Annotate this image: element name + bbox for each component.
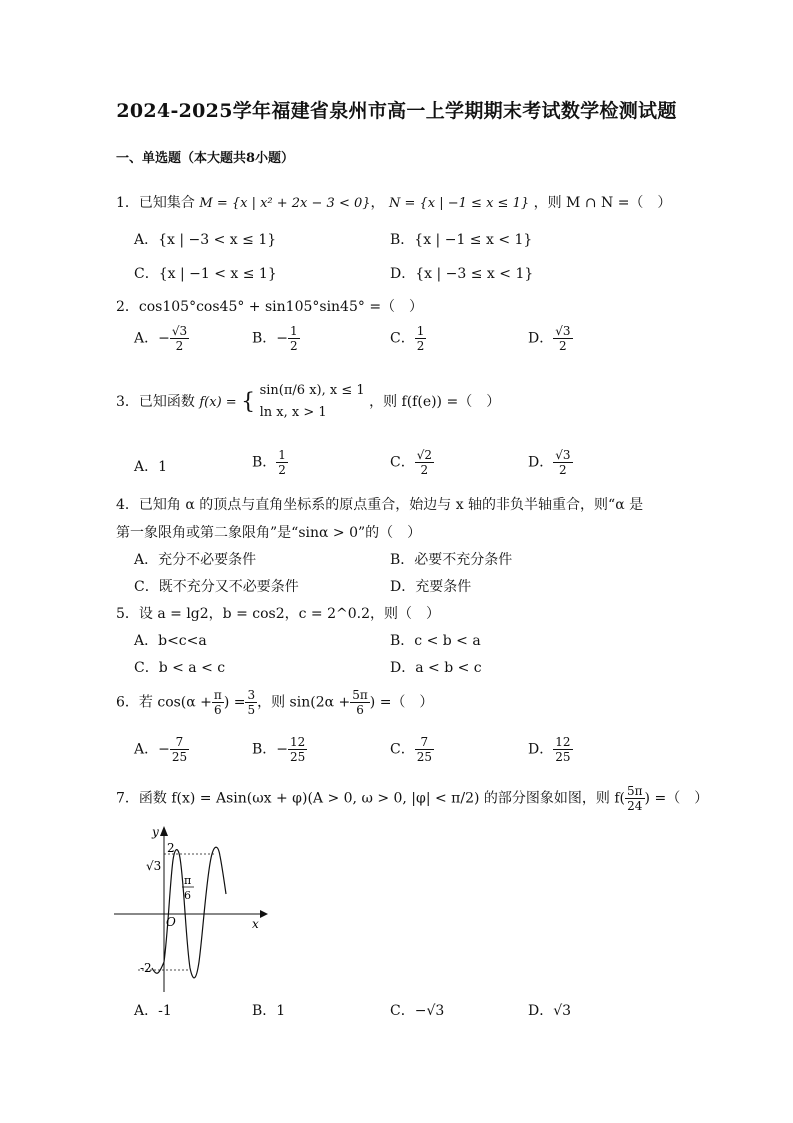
q6-5pi-num: 5π [352, 688, 368, 702]
q4-option-b: B．必要不充分条件 [390, 552, 513, 568]
q2-option-c [390, 324, 426, 353]
q6-option-d [528, 735, 573, 764]
q7-arg-den: 24 [627, 799, 643, 813]
q7-option-d: D．√3 [528, 1003, 572, 1019]
q1-tail: ，则 M ∩ N =（ ） [533, 195, 672, 211]
sine-curve [152, 847, 226, 978]
q2-a-den: 2 [175, 339, 184, 353]
q2-c-frac [415, 324, 427, 353]
q6-pi-num: π [213, 688, 222, 702]
q6-a-frac [170, 735, 189, 764]
q2-b-frac [288, 324, 300, 353]
q5-option-b: B．c < b < a [390, 633, 481, 649]
question-7 [116, 784, 708, 813]
q4-option-d: D．充要条件 [390, 579, 472, 595]
q6-b-num: 12 [290, 735, 306, 749]
pi-num-label: π [184, 874, 192, 887]
q2-d-den: 2 [559, 339, 567, 353]
q2-a-sign: − [158, 330, 170, 347]
q2-b-den: 2 [290, 339, 298, 353]
q6-option-a [134, 735, 189, 764]
q1-option-c: C．{x | −1 < x ≤ 1} [134, 266, 277, 282]
q7-tail: ) =（ ） [644, 790, 709, 807]
sqrt3-label: √3 [146, 859, 162, 873]
q6-5pi-den: 6 [356, 703, 364, 717]
q2-c-label: C． [390, 330, 415, 347]
q5-option-c: C．b < a < c [134, 660, 226, 676]
q6-d-den: 25 [555, 750, 571, 764]
q7-option-a: A．-1 [134, 1003, 172, 1019]
q3-c-frac [415, 448, 434, 477]
section-heading: 一、单选题（本大题共8小题） [116, 151, 295, 166]
y-axis-arrow [160, 826, 168, 836]
q2-option-d [528, 324, 573, 353]
q6-val-den: 5 [247, 703, 256, 717]
q6-val [245, 688, 257, 717]
q2-a-label: A． [134, 330, 159, 347]
q7-arg-num: 5π [627, 784, 643, 798]
x-axis-arrow [260, 910, 268, 918]
q3-b-frac [276, 448, 288, 477]
q3-case-2: ln x, x > 1 [259, 405, 327, 420]
q4-option-a: A．充分不必要条件 [134, 552, 257, 568]
max-label: 2 [167, 841, 175, 855]
q6-pi-den: 6 [214, 703, 222, 717]
q3-option-b [252, 448, 288, 477]
q7-option-c: C．−√3 [390, 1003, 445, 1019]
page-title: 2024-2025学年福建省泉州市高一上学期期末考试数学检测试题 [116, 100, 677, 122]
q3-d-label: D． [528, 454, 554, 471]
q6-c-label: C． [390, 741, 415, 758]
q3-option-a: A．1 [134, 459, 168, 475]
q6-b-den: 25 [290, 750, 306, 764]
q6-5pi6 [350, 688, 370, 717]
q2-option-b [252, 324, 300, 353]
q2-b-sign: − [276, 330, 289, 347]
q6-a-num: 7 [170, 735, 189, 750]
q3-d-num: √3 [555, 448, 571, 462]
q4-option-c: C．既不充分又不必要条件 [134, 579, 299, 595]
q6-pi6 [212, 688, 224, 717]
q6-b-neg: − [276, 741, 289, 758]
question-1: 1．已知集合 M = {x | x² + 2x − 3 < 0}， N = {x | −1 ≤ x ≤ 1} ，则 M ∩ N =（ ） [116, 195, 672, 211]
q2-b-label: B． [252, 330, 277, 347]
q3-brace: { [241, 389, 256, 415]
question-5: 5．设 a = lg2，b = cos2，c = 2^0.2，则（ ） [116, 606, 441, 622]
q3-b-den: 2 [278, 463, 286, 477]
q6-d-label: D． [528, 741, 554, 758]
q3-b-label: B． [252, 454, 277, 471]
q5-option-d: D．a < b < c [390, 660, 482, 676]
q6-option-b [252, 735, 307, 764]
question-3 [116, 380, 500, 424]
q3-option-c [390, 448, 434, 477]
y-label: y [152, 825, 159, 839]
q6-c-num: 7 [415, 735, 434, 750]
q2-option-a [134, 324, 189, 353]
q6-a-den: 25 [171, 750, 188, 764]
q6-c-frac [415, 735, 434, 764]
q3-c-label: C． [390, 454, 415, 471]
q6-a-label: A． [134, 741, 159, 758]
q4-line-1: 4．已知角 α 的顶点与直角坐标系的原点重合，始边与 x 轴的非负半轴重合，则“α 是 [116, 497, 644, 513]
q3-stem: 3．已知函数 [116, 394, 195, 410]
q1-option-b: B．{x | −1 ≤ x < 1} [390, 232, 533, 248]
question-6 [116, 688, 433, 717]
q2-d-label: D． [528, 330, 554, 347]
q1-option-d: D．{x | −3 ≤ x < 1} [390, 266, 534, 282]
min-label: -2 [140, 961, 152, 975]
q2-a-num: √3 [171, 324, 188, 338]
q3-d-frac [553, 448, 572, 477]
q7-arg [625, 784, 645, 813]
q1-option-a: A．{x | −3 < x ≤ 1} [134, 232, 277, 248]
question-2: 2．cos105°cos45° + sin105°sin45° =（ ） [116, 299, 424, 315]
q2-b-num: 1 [290, 324, 298, 338]
q7-stem: 7．函数 f(x) = Asin(ωx + φ)(A > 0, ω > 0, |φ| < π/2) 的部分图象如图，则 f( [116, 790, 626, 807]
q3-d-den: 2 [559, 463, 567, 477]
q1-set-m: M = {x | x² + 2x − 3 < 0} [199, 196, 371, 211]
q6-d-frac [553, 735, 572, 764]
q1-set-n: N = {x | −1 ≤ x ≤ 1} [388, 196, 530, 211]
q6-val-num: 3 [247, 688, 256, 702]
q2-a-frac [170, 324, 189, 353]
q6-a-neg: − [158, 741, 170, 758]
q3-c-num: √2 [416, 448, 432, 462]
origin-label: O [166, 915, 176, 929]
q6-pre: 6．若 cos(α + [116, 694, 212, 711]
q7-function-graph [112, 822, 272, 998]
q6-b-frac [288, 735, 307, 764]
q4-line-2: 第一象限角或第二象限角”是“sinα > 0”的（ ） [116, 525, 422, 541]
q3-func: f(x) = [199, 395, 237, 410]
q6-tail: ) =（ ） [369, 694, 434, 711]
q2-c-den: 2 [416, 339, 425, 353]
q6-c-den: 25 [416, 750, 432, 764]
q3-tail: ，则 f(f(e)) =（ ） [369, 394, 501, 410]
q3-cases [260, 380, 365, 424]
q3-case-1: sin(π/6 x), x ≤ 1 [259, 383, 365, 398]
q3-c-den: 2 [420, 463, 429, 477]
q6-mid2: ，则 sin(2α + [257, 694, 351, 711]
q6-option-c [390, 735, 434, 764]
pi-den-label: 6 [184, 889, 191, 902]
q2-d-frac [553, 324, 572, 353]
q2-d-num: √3 [555, 324, 571, 338]
q3-b-num: 1 [278, 448, 286, 462]
q6-d-num: 12 [555, 735, 571, 749]
q3-option-d [528, 448, 573, 477]
q6-mid: ) = [223, 694, 246, 711]
x-label: x [252, 917, 259, 931]
q6-b-label: B． [252, 741, 277, 758]
q7-option-b: B．1 [252, 1003, 286, 1019]
q5-option-a: A．b<c<a [134, 633, 207, 649]
q1-stem: 1．已知集合 [116, 195, 195, 211]
q2-c-num: 1 [416, 324, 425, 338]
